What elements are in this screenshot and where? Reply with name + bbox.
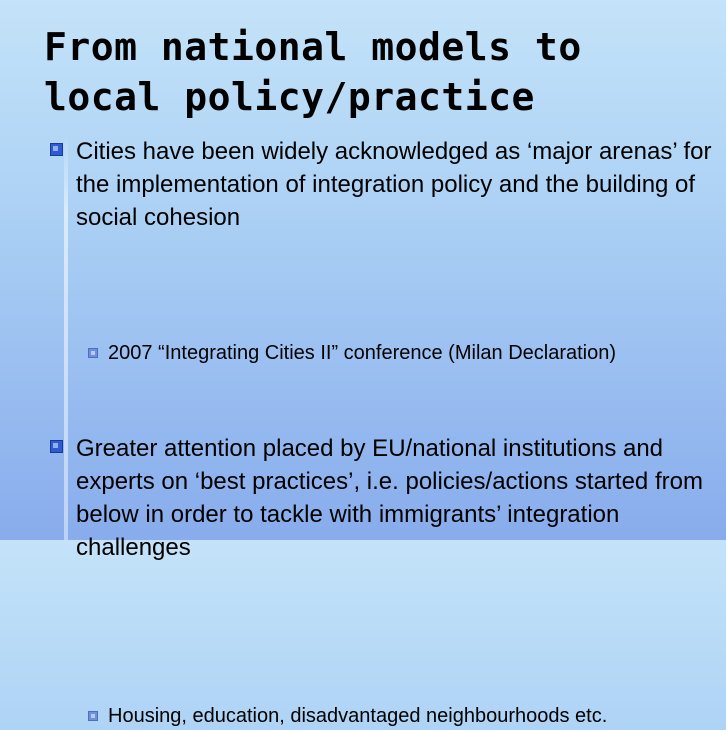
sub-bullet-item-1: [86, 339, 718, 367]
small-square-bullet-icon: [88, 711, 98, 721]
bullet-text-1: Cities have been widely acknowledged as ‘major arenas’ for the implementation of integration policy and the building of social cohesion: [76, 138, 712, 231]
sub-bullet-text-1: 2007 “Integrating Cities II” conference (Milan Declaration): [108, 342, 617, 364]
square-bullet-icon: [50, 143, 63, 156]
sub-bullet-text-2: Housing, education, disadvantaged neighbourhoods etc.: [108, 705, 608, 727]
small-square-bullet-icon: [88, 348, 98, 358]
bullet-item-1: [48, 135, 726, 234]
sub-bullet-item-2: [86, 702, 718, 730]
slide-title: From national models to local policy/practice: [44, 25, 582, 119]
bullet-item-2: [48, 432, 726, 564]
square-bullet-icon: [50, 440, 63, 453]
bullet-text-2: Greater attention placed by EU/national institutions and experts on ‘best practices’, i.e. policies/actions started from below in order to tackle with immigrants’ integration challenges: [76, 435, 703, 561]
